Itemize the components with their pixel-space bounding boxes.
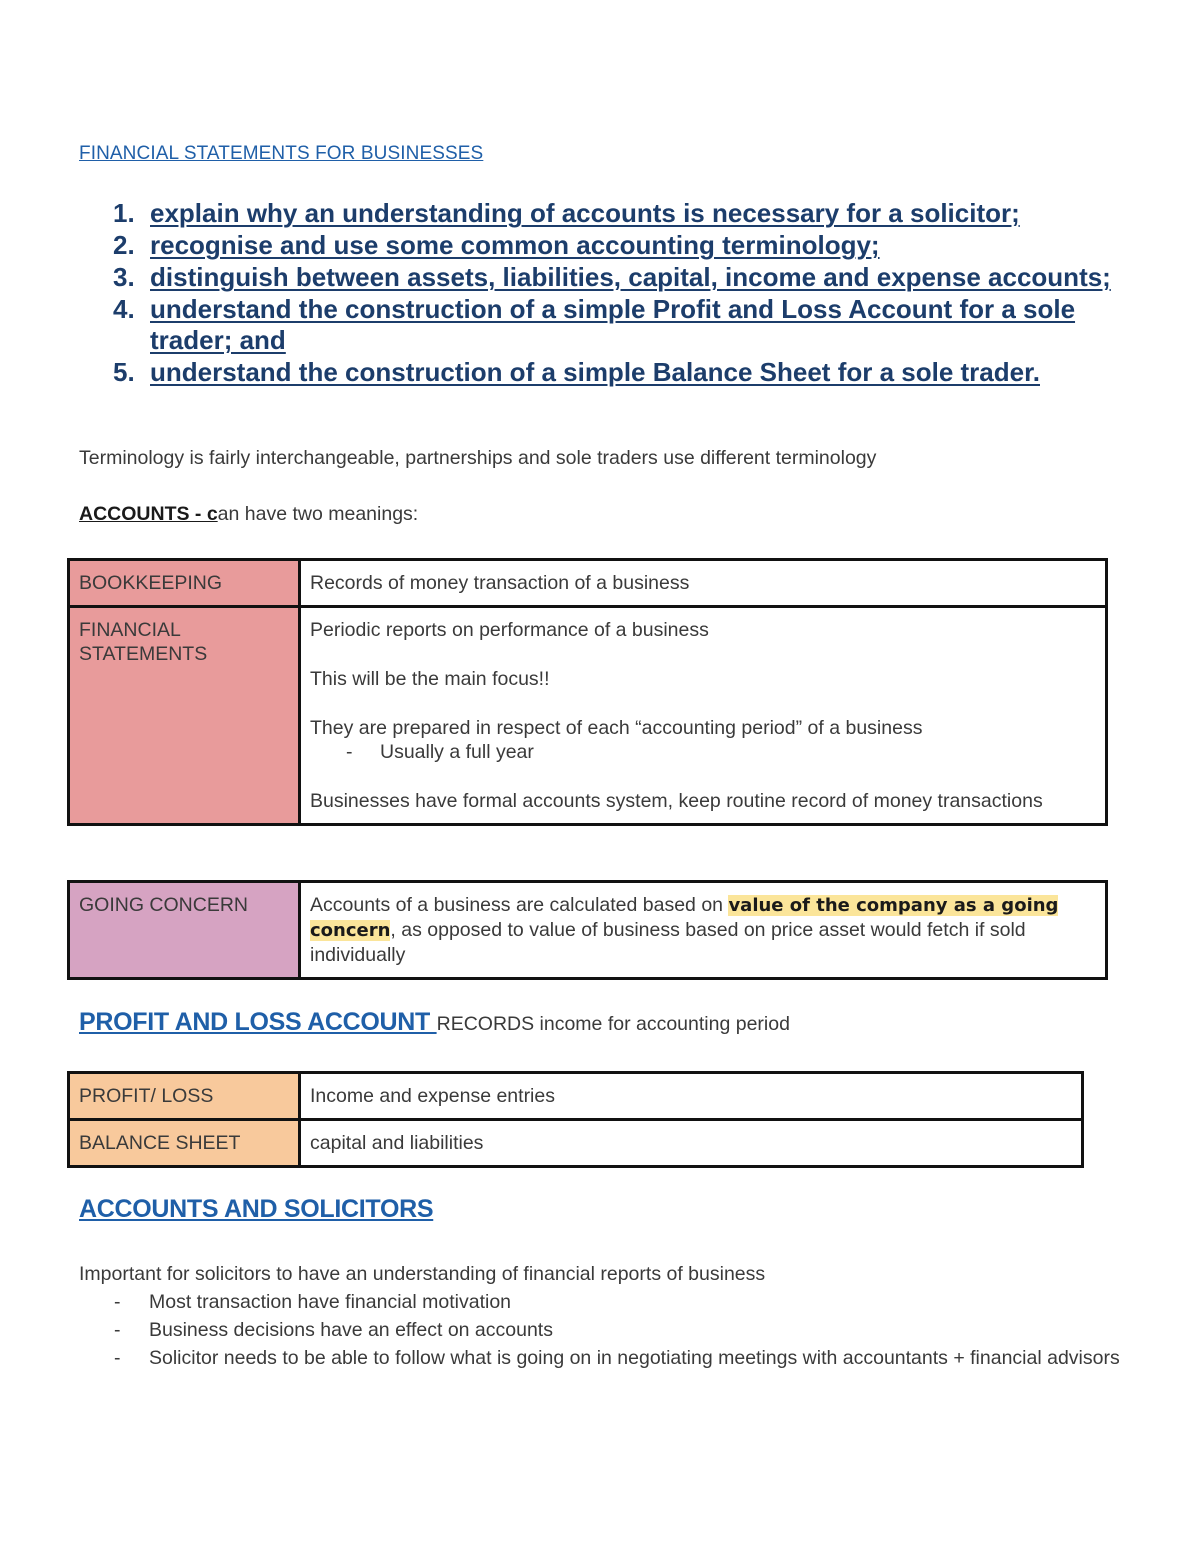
list-item-text: Most transaction have financial motivation [149,1291,512,1313]
dash-marker: - [346,741,353,763]
financial-statements-label: FINANCIAL STATEMENTS [69,607,300,825]
accounts-meanings-table [67,558,1108,826]
balance-sheet-description: capital and liabilities [300,1120,1083,1167]
pl-heading: PROFIT AND LOSS ACCOUNT [79,1008,437,1036]
financial-statements-description [300,607,1107,825]
going-concern-label: GOING CONCERN [69,882,300,979]
objective-item [110,262,1185,293]
objective-item [110,294,1185,356]
objective-item [110,230,1185,261]
profit-loss-label: PROFIT/ LOSS [69,1073,300,1120]
going-concern-post: , as opposed to value of business based on price asset would fetch if sold individually [310,919,1026,966]
list-item [79,1288,1169,1316]
dash-marker: - [114,1291,121,1313]
bookkeeping-description: Records of money transaction of a business [300,560,1107,607]
table-row [69,1120,1083,1167]
objective-text: recognise and use some common accounting terminology; [150,230,880,260]
terminology-note: Terminology is fairly interchangeable, partnerships and sole traders use different terminology [79,447,877,469]
table-row [69,1073,1083,1120]
table-row [69,607,1107,825]
document-title: FINANCIAL STATEMENTS FOR BUSINESSES [79,143,484,164]
list-item [79,1344,1169,1372]
dash-marker: - [114,1319,121,1341]
objective-item [110,357,1185,388]
dash-marker: - [114,1347,121,1369]
going-concern-table [67,880,1108,980]
balance-sheet-label: BALANCE SHEET [69,1120,300,1167]
list-item [79,1316,1169,1344]
objective-item [110,198,1185,229]
list-item-text: Solicitor needs to be able to follow what is going on in negotiating meetings with accountants + financial advisors [149,1347,1120,1369]
fs-paragraph: This will be the main focus!! [310,668,550,690]
objective-number: 3. [113,262,135,292]
list-item-text: Business decisions have an effect on accounts [149,1319,553,1341]
profit-loss-description: Income and expense entries [300,1073,1083,1120]
going-concern-highlight: value of the company as a going concern [310,895,1059,941]
pl-heading-line [79,1008,790,1037]
objective-number: 4. [113,294,135,324]
objective-text: explain why an understanding of accounts is necessary for a solicitor; [150,198,1020,228]
objective-number: 1. [113,198,135,228]
objective-number: 5. [113,357,135,387]
bookkeeping-label: BOOKKEEPING [69,560,300,607]
objective-text: understand the construction of a simple Balance Sheet for a sole trader. [150,357,1040,387]
solicitors-section [79,1260,1169,1372]
fs-paragraph: Periodic reports on performance of a business [310,619,709,641]
fs-sub-bullet [310,740,1096,764]
pl-heading-rest: RECORDS income for accounting period [436,1013,790,1035]
accounts-definition [79,503,418,526]
objective-number: 2. [113,230,135,260]
going-concern-pre: Accounts of a business are calculated based on [310,894,729,916]
fs-paragraph: Businesses have formal accounts system, keep routine record of money transactions [310,790,1043,812]
going-concern-description [300,882,1107,979]
learning-objectives-list [110,198,1185,389]
accounts-definition-rest: an have two meanings: [217,503,419,525]
solicitors-lead: Important for solicitors to have an understanding of financial reports of business [79,1263,766,1285]
solicitors-heading: ACCOUNTS AND SOLICITORS [79,1195,434,1223]
fs-sub-bullet-text: Usually a full year [380,741,534,763]
fs-paragraph: They are prepared in respect of each “accounting period” of a business [310,717,923,739]
accounts-term: ACCOUNTS - c [79,503,218,525]
profit-loss-table [67,1071,1084,1168]
objective-text: understand the construction of a simple Profit and Loss Account for a sole trader; and [150,294,1076,355]
table-row [69,560,1107,607]
objective-text: distinguish between assets, liabilities, capital, income and expense accounts; [150,262,1111,292]
table-row [69,882,1107,979]
